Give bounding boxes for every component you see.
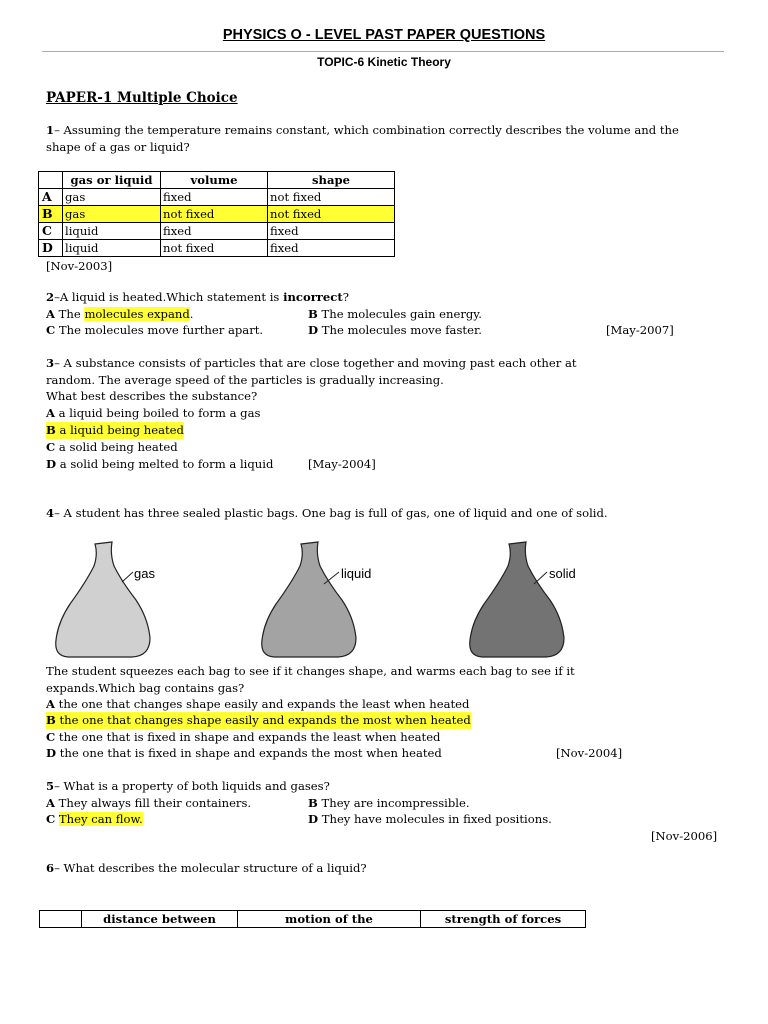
- source-tag: [May-2007]: [606, 323, 674, 337]
- source-tag: [Nov-2004]: [556, 746, 623, 760]
- table-header-cell: [39, 172, 63, 189]
- question-2: 2–A liquid is heated.Which statement is incorrect?: [46, 290, 349, 304]
- question-6: 6– What describes the molecular structure of a liquid?: [46, 861, 367, 875]
- table-header-cell: shape: [268, 172, 395, 189]
- option-b: B a liquid being heated: [46, 423, 184, 437]
- table-cell: not fixed: [161, 240, 268, 257]
- table-header-cell: distance between: [82, 911, 238, 928]
- row-letter: D: [39, 240, 63, 257]
- option-c: C The molecules move further apart.: [46, 323, 264, 337]
- table-cell: gas: [63, 189, 161, 206]
- table-header-cell: motion of the: [238, 911, 421, 928]
- option-d: D They have molecules in fixed positions.: [308, 812, 552, 826]
- bag-label: solid: [549, 566, 576, 581]
- source-tag: [Nov-2003]: [46, 259, 113, 273]
- question-prompt: What best describes the substance?: [46, 389, 258, 403]
- table-cell: not fixed: [161, 206, 268, 223]
- question-3: [46, 355, 616, 388]
- row-letter: C: [39, 223, 63, 240]
- table-row: [39, 206, 395, 223]
- q6-table: [39, 910, 586, 928]
- table-header-cell: strength of forces: [421, 911, 586, 928]
- table-header-cell: [40, 911, 82, 928]
- option-b: B The molecules gain energy.: [308, 307, 482, 321]
- table-cell: liquid: [63, 240, 161, 257]
- topic-heading: TOPIC-6 Kinetic Theory: [317, 55, 451, 69]
- question-4: 4– A student has three sealed plastic bags. One bag is full of gas, one of liquid and one of solid.: [46, 506, 608, 520]
- question-number: 6: [46, 861, 55, 875]
- table-header-row: [40, 911, 586, 928]
- source-tag: [May-2004]: [308, 457, 376, 471]
- paper-heading: PAPER-1 Multiple Choice: [46, 90, 238, 106]
- option-c: C They can flow.: [46, 812, 143, 826]
- option-c: C the one that is fixed in shape and expands the least when heated: [46, 730, 441, 744]
- question-1: [46, 122, 706, 155]
- solid-bag: [470, 542, 576, 657]
- table-header-cell: gas or liquid: [63, 172, 161, 189]
- table-cell: fixed: [161, 189, 268, 206]
- option-a: A a liquid being boiled to form a gas: [46, 406, 261, 420]
- bag-label: gas: [134, 566, 155, 581]
- option-a: A The molecules expand.: [46, 307, 194, 321]
- table-cell: not fixed: [268, 189, 395, 206]
- title-divider: [42, 51, 724, 52]
- question-text: – A substance consists of particles that are close together and moving past each other at random. The average speed of the particles is gradually increasing.: [46, 356, 577, 387]
- option-b: B They are incompressible.: [308, 796, 470, 810]
- table-cell: fixed: [161, 223, 268, 240]
- gas-bag: [56, 542, 156, 657]
- question-text: – Assuming the temperature remains constant, which combination correctly describes the volume and the shape of a gas or liquid?: [46, 123, 679, 154]
- option-b: B the one that changes shape easily and expands the most when heated: [46, 713, 471, 727]
- question-number: 4: [46, 506, 55, 520]
- question-number: 5: [46, 779, 55, 793]
- q1-table: [38, 171, 395, 257]
- option-d: D The molecules move faster.: [308, 323, 482, 337]
- table-header-row: [39, 172, 395, 189]
- bag-label: liquid: [341, 566, 372, 581]
- table-cell: fixed: [268, 223, 395, 240]
- question-number: 3: [46, 356, 55, 370]
- plastic-bags-figure: [40, 536, 660, 662]
- table-cell: fixed: [268, 240, 395, 257]
- question-5: 5– What is a property of both liquids and gases?: [46, 779, 330, 793]
- table-cell: liquid: [63, 223, 161, 240]
- table-cell: not fixed: [268, 206, 395, 223]
- table-row: [39, 223, 395, 240]
- table-row: [39, 189, 395, 206]
- option-d: D a solid being melted to form a liquid: [46, 457, 274, 471]
- question-number: 1: [46, 123, 55, 137]
- liquid-bag: [262, 542, 372, 657]
- option-d: D the one that is fixed in shape and expands the most when heated: [46, 746, 442, 760]
- table-header-cell: volume: [161, 172, 268, 189]
- question-4-followup: The student squeezes each bag to see if it changes shape, and warms each bag to see if it expands.Which bag contains gas?: [46, 664, 575, 695]
- source-tag: [Nov-2006]: [651, 829, 718, 843]
- option-a: A They always fill their containers.: [46, 796, 252, 810]
- row-letter: B: [39, 206, 63, 223]
- option-a: A the one that changes shape easily and expands the least when heated: [46, 697, 470, 711]
- option-c: C a solid being heated: [46, 440, 178, 454]
- table-cell: gas: [63, 206, 161, 223]
- question-number: 2: [46, 290, 55, 304]
- table-row: [39, 240, 395, 257]
- row-letter: A: [39, 189, 63, 206]
- page-title: PHYSICS O - LEVEL PAST PAPER QUESTIONS: [222, 27, 546, 43]
